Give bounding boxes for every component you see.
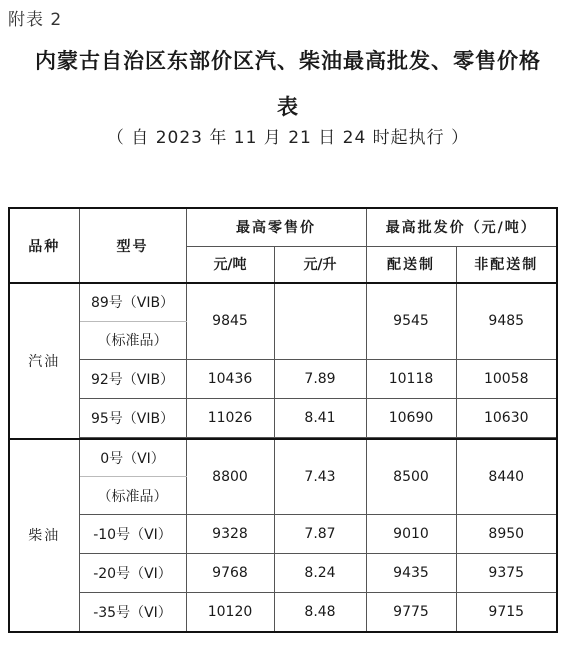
retail-liter-cell: 8.41	[274, 398, 366, 437]
price-table	[8, 207, 558, 633]
table-row	[9, 283, 557, 321]
retail-ton-cell: 8800	[186, 439, 274, 515]
table-row	[9, 439, 557, 477]
model-cell: -20号（VI）	[79, 554, 186, 593]
retail-ton-cell: 9768	[186, 554, 274, 593]
model-cell: 95号（VIB）	[79, 398, 186, 437]
header-variety: 品种	[9, 208, 79, 283]
retail-liter-cell: 7.89	[274, 359, 366, 398]
wholesale-non-delivery-cell: 9715	[456, 593, 557, 632]
wholesale-delivery-cell: 9435	[366, 554, 456, 593]
header-yuan-per-liter: 元/升	[274, 246, 366, 283]
model-cell: 92号（VIB）	[79, 359, 186, 398]
table-row	[9, 359, 557, 398]
retail-ton-cell: 10436	[186, 359, 274, 398]
header-max-retail: 最高零售价	[186, 208, 366, 246]
wholesale-non-delivery-cell: 10058	[456, 359, 557, 398]
table-header-row	[9, 208, 557, 246]
model-note-cell: （标准品）	[79, 321, 186, 359]
model-cell: -35号（VI）	[79, 593, 186, 632]
title-line-2: 表	[277, 95, 299, 119]
wholesale-delivery-cell: 9010	[366, 515, 456, 554]
wholesale-delivery-cell: 10690	[366, 398, 456, 437]
retail-liter-cell: 8.24	[274, 554, 366, 593]
variety-diesel: 柴油	[9, 439, 79, 632]
header-delivery: 配送制	[366, 246, 456, 283]
wholesale-non-delivery-cell: 8440	[456, 439, 557, 515]
retail-liter-cell: 7.87	[274, 515, 366, 554]
header-yuan-per-ton: 元/吨	[186, 246, 274, 283]
model-cell: 89号（VIB）	[79, 283, 186, 321]
wholesale-non-delivery-cell: 8950	[456, 515, 557, 554]
model-cell: -10号（VI）	[79, 515, 186, 554]
retail-liter-cell: 8.48	[274, 593, 366, 632]
variety-gasoline: 汽油	[9, 283, 79, 439]
retail-ton-cell: 10120	[186, 593, 274, 632]
wholesale-non-delivery-cell: 10630	[456, 398, 557, 437]
header-model: 型号	[79, 208, 186, 283]
wholesale-non-delivery-cell: 9485	[456, 283, 557, 359]
effective-date: （ 自 2023 年 11 月 21 日 24 时起执行 ）	[106, 128, 470, 148]
annex-label: 附表 2	[8, 10, 63, 30]
document-title	[0, 38, 576, 130]
wholesale-delivery-cell: 8500	[366, 439, 456, 515]
wholesale-delivery-cell: 10118	[366, 359, 456, 398]
retail-liter-cell	[274, 283, 366, 359]
retail-liter-cell: 7.43	[274, 439, 366, 515]
table-row	[9, 398, 557, 437]
wholesale-delivery-cell: 9775	[366, 593, 456, 632]
wholesale-non-delivery-cell: 9375	[456, 554, 557, 593]
header-max-wholesale: 最高批发价（元/吨）	[366, 208, 557, 246]
retail-ton-cell: 9328	[186, 515, 274, 554]
model-cell: 0号（VI）	[79, 439, 186, 477]
model-note-cell: （标准品）	[79, 477, 186, 515]
wholesale-delivery-cell: 9545	[366, 283, 456, 359]
title-line-1: 内蒙古自治区东部价区汽、柴油最高批发、零售价格	[35, 49, 541, 73]
header-non-delivery: 非配送制	[456, 246, 557, 283]
table-row	[9, 554, 557, 593]
table-row	[9, 515, 557, 554]
table-row	[9, 593, 557, 632]
retail-ton-cell: 9845	[186, 283, 274, 359]
retail-ton-cell: 11026	[186, 398, 274, 437]
